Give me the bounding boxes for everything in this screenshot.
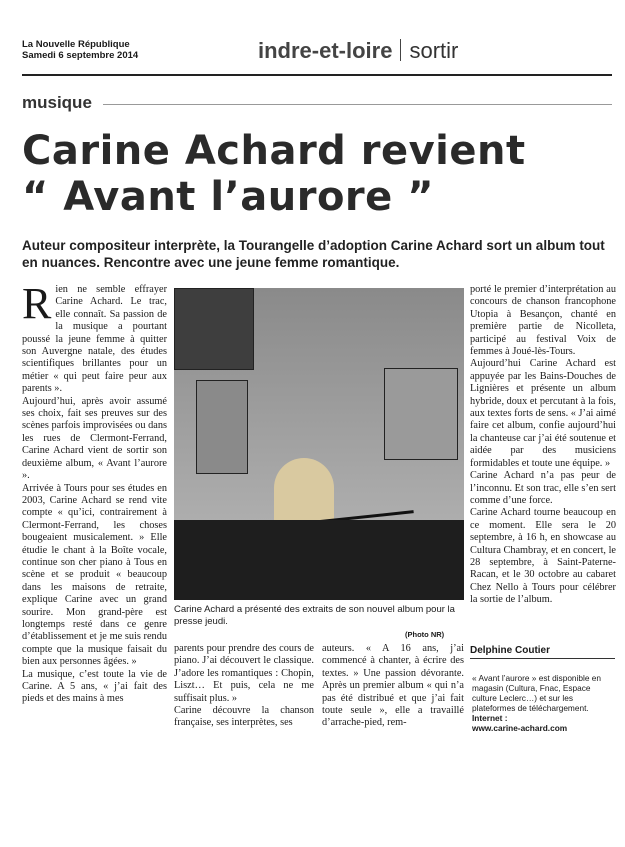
rubric-rule bbox=[103, 104, 612, 105]
headline-line-1: Carine Achard revient bbox=[22, 128, 526, 174]
paragraph: Carine découvre la chanson française, ses interprètes, ses bbox=[174, 705, 314, 729]
album-poster bbox=[196, 380, 248, 474]
paragraph: Aujourd’hui, après avoir assumé ses choix, fait ses preuves sur des scènes parfois improvisées ou dans les rues de Clermont-Ferrand, Carine Achard vient de sortir son deuxième album, « Avant l’aurore ». bbox=[22, 395, 167, 482]
headline bbox=[22, 128, 526, 220]
section-header bbox=[258, 38, 458, 64]
drop-cap: R bbox=[22, 279, 52, 328]
masthead bbox=[22, 39, 138, 61]
author-signature: Delphine Coutier bbox=[470, 645, 551, 656]
rubric: musique bbox=[22, 93, 92, 112]
paragraph: La musique, c’est toute la vie de Carine. A 5 ans, « j’ai fait des pieds et des mains à mes bbox=[22, 668, 167, 705]
paragraph: auteurs. « A 16 ans, j’ai commencé à chanter, à écrire des textes. » Une passion dévorante. Après un premier album « qui n’a pas été distribué et que j’ai fait toute seule », elle a travaillé d’arrache-pied, rem- bbox=[322, 643, 464, 729]
issue-date: Samedi 6 septembre 2014 bbox=[22, 50, 139, 61]
article-column-3 bbox=[322, 643, 464, 730]
paragraph: parents pour prendre des cours de piano. J’ai découvert le classique. J’adore les romantiques : Chopin, Liszt… Et puis, cela ne me suffisait plus. » bbox=[174, 643, 314, 704]
paragraph: ien ne semble effrayer Carine Achard. Le trac, elle connaît. Sa passion de la musique a pourtant poussé la jeune femme à quitter son Auvergne natale, des études scientifiques brillantes pour un métier « qui peut faire peur aux parents ». bbox=[22, 284, 167, 395]
photo-credit: (Photo NR) bbox=[405, 630, 445, 639]
info-label: Internet : bbox=[472, 713, 508, 723]
signature-rule bbox=[470, 658, 615, 659]
piano bbox=[174, 520, 464, 600]
section-sub: sortir bbox=[409, 38, 459, 63]
article-column-4 bbox=[470, 284, 616, 607]
headline-line-2: “ Avant l’aurore ” bbox=[22, 174, 434, 220]
top-rule bbox=[22, 74, 612, 76]
paragraph: Carine Achard tourne beaucoup en ce moment. Elle sera le 20 septembre, à 16 h, en showcase au Cultura Chambray, et en concert, le 28 septembre, à Saint-Paterne-Racan, et le 30 octobre au cabaret Chez Nello à Tours pour célébrer la sortie de l’album. bbox=[470, 507, 617, 606]
paper-name: La Nouvelle République bbox=[22, 39, 130, 50]
paragraph: Carine Achard n’a pas peur de l’inconnu. Et son trac, elle s’en sert comme d’une force. bbox=[470, 470, 616, 506]
info-text: « Avant l’aurore » est disponible en magasin (Cultura, Fnac, Espace culture Leclerc…) et sur les plateformes de téléchargement. bbox=[472, 673, 601, 713]
paragraph: Arrivée à Tours pour ses études en 2003, Carine Achard se rend vite compte « qu’ici, contrairement à Clermont-Ferrand, les choses bougeaient musicalement. » Elle étudie le chant à la Boîte vocale, continue son cher piano à Tous en scène et se produit « beaucoup dans les maisons de retraite, explique Carine avec un grand sourire. Mon grand-père est longtemps resté dans ce genre d’établissement et je me suis rendu compte que la musique faisait du bien aux personnes âgées. » bbox=[22, 482, 167, 668]
section-separator bbox=[400, 39, 401, 61]
photo-caption: Carine Achard a présenté des extraits de son nouvel album pour la presse jeudi. bbox=[174, 604, 455, 627]
poster-artwork bbox=[174, 288, 254, 370]
article-photo bbox=[174, 288, 464, 600]
paragraph: porté le premier d’interprétation au concours de chanson francophone Utopia à Besançon, chanté en première partie de Nicolleta, participé au festival Voix de femmes à Joué-lès-Tours. bbox=[470, 284, 616, 358]
article-column-2 bbox=[174, 643, 314, 730]
info-box bbox=[472, 673, 617, 733]
paragraph: Aujourd’hui Carine Achard est appuyée par les Bains-Douches de Lignières et présente un album hybride, doux et percutant à la fois, aux textes forts de sens. « J’ai aimé faire cet album, confie aujourd’hui la chanteuse car j’ai été soutenue et aidée par des musiciens formidables et toute une équipe. » bbox=[470, 358, 616, 469]
album-poster bbox=[384, 368, 458, 460]
website-link[interactable]: www.carine-achard.com bbox=[472, 723, 568, 733]
article-column-1 bbox=[22, 279, 167, 706]
section-name: indre-et-loire bbox=[258, 38, 393, 63]
standfirst: Auteur compositeur interprète, la Tourangelle d’adoption Carine Achard sort un album tout en nuances. Rencontre avec une jeune femme romantique. bbox=[22, 238, 605, 270]
